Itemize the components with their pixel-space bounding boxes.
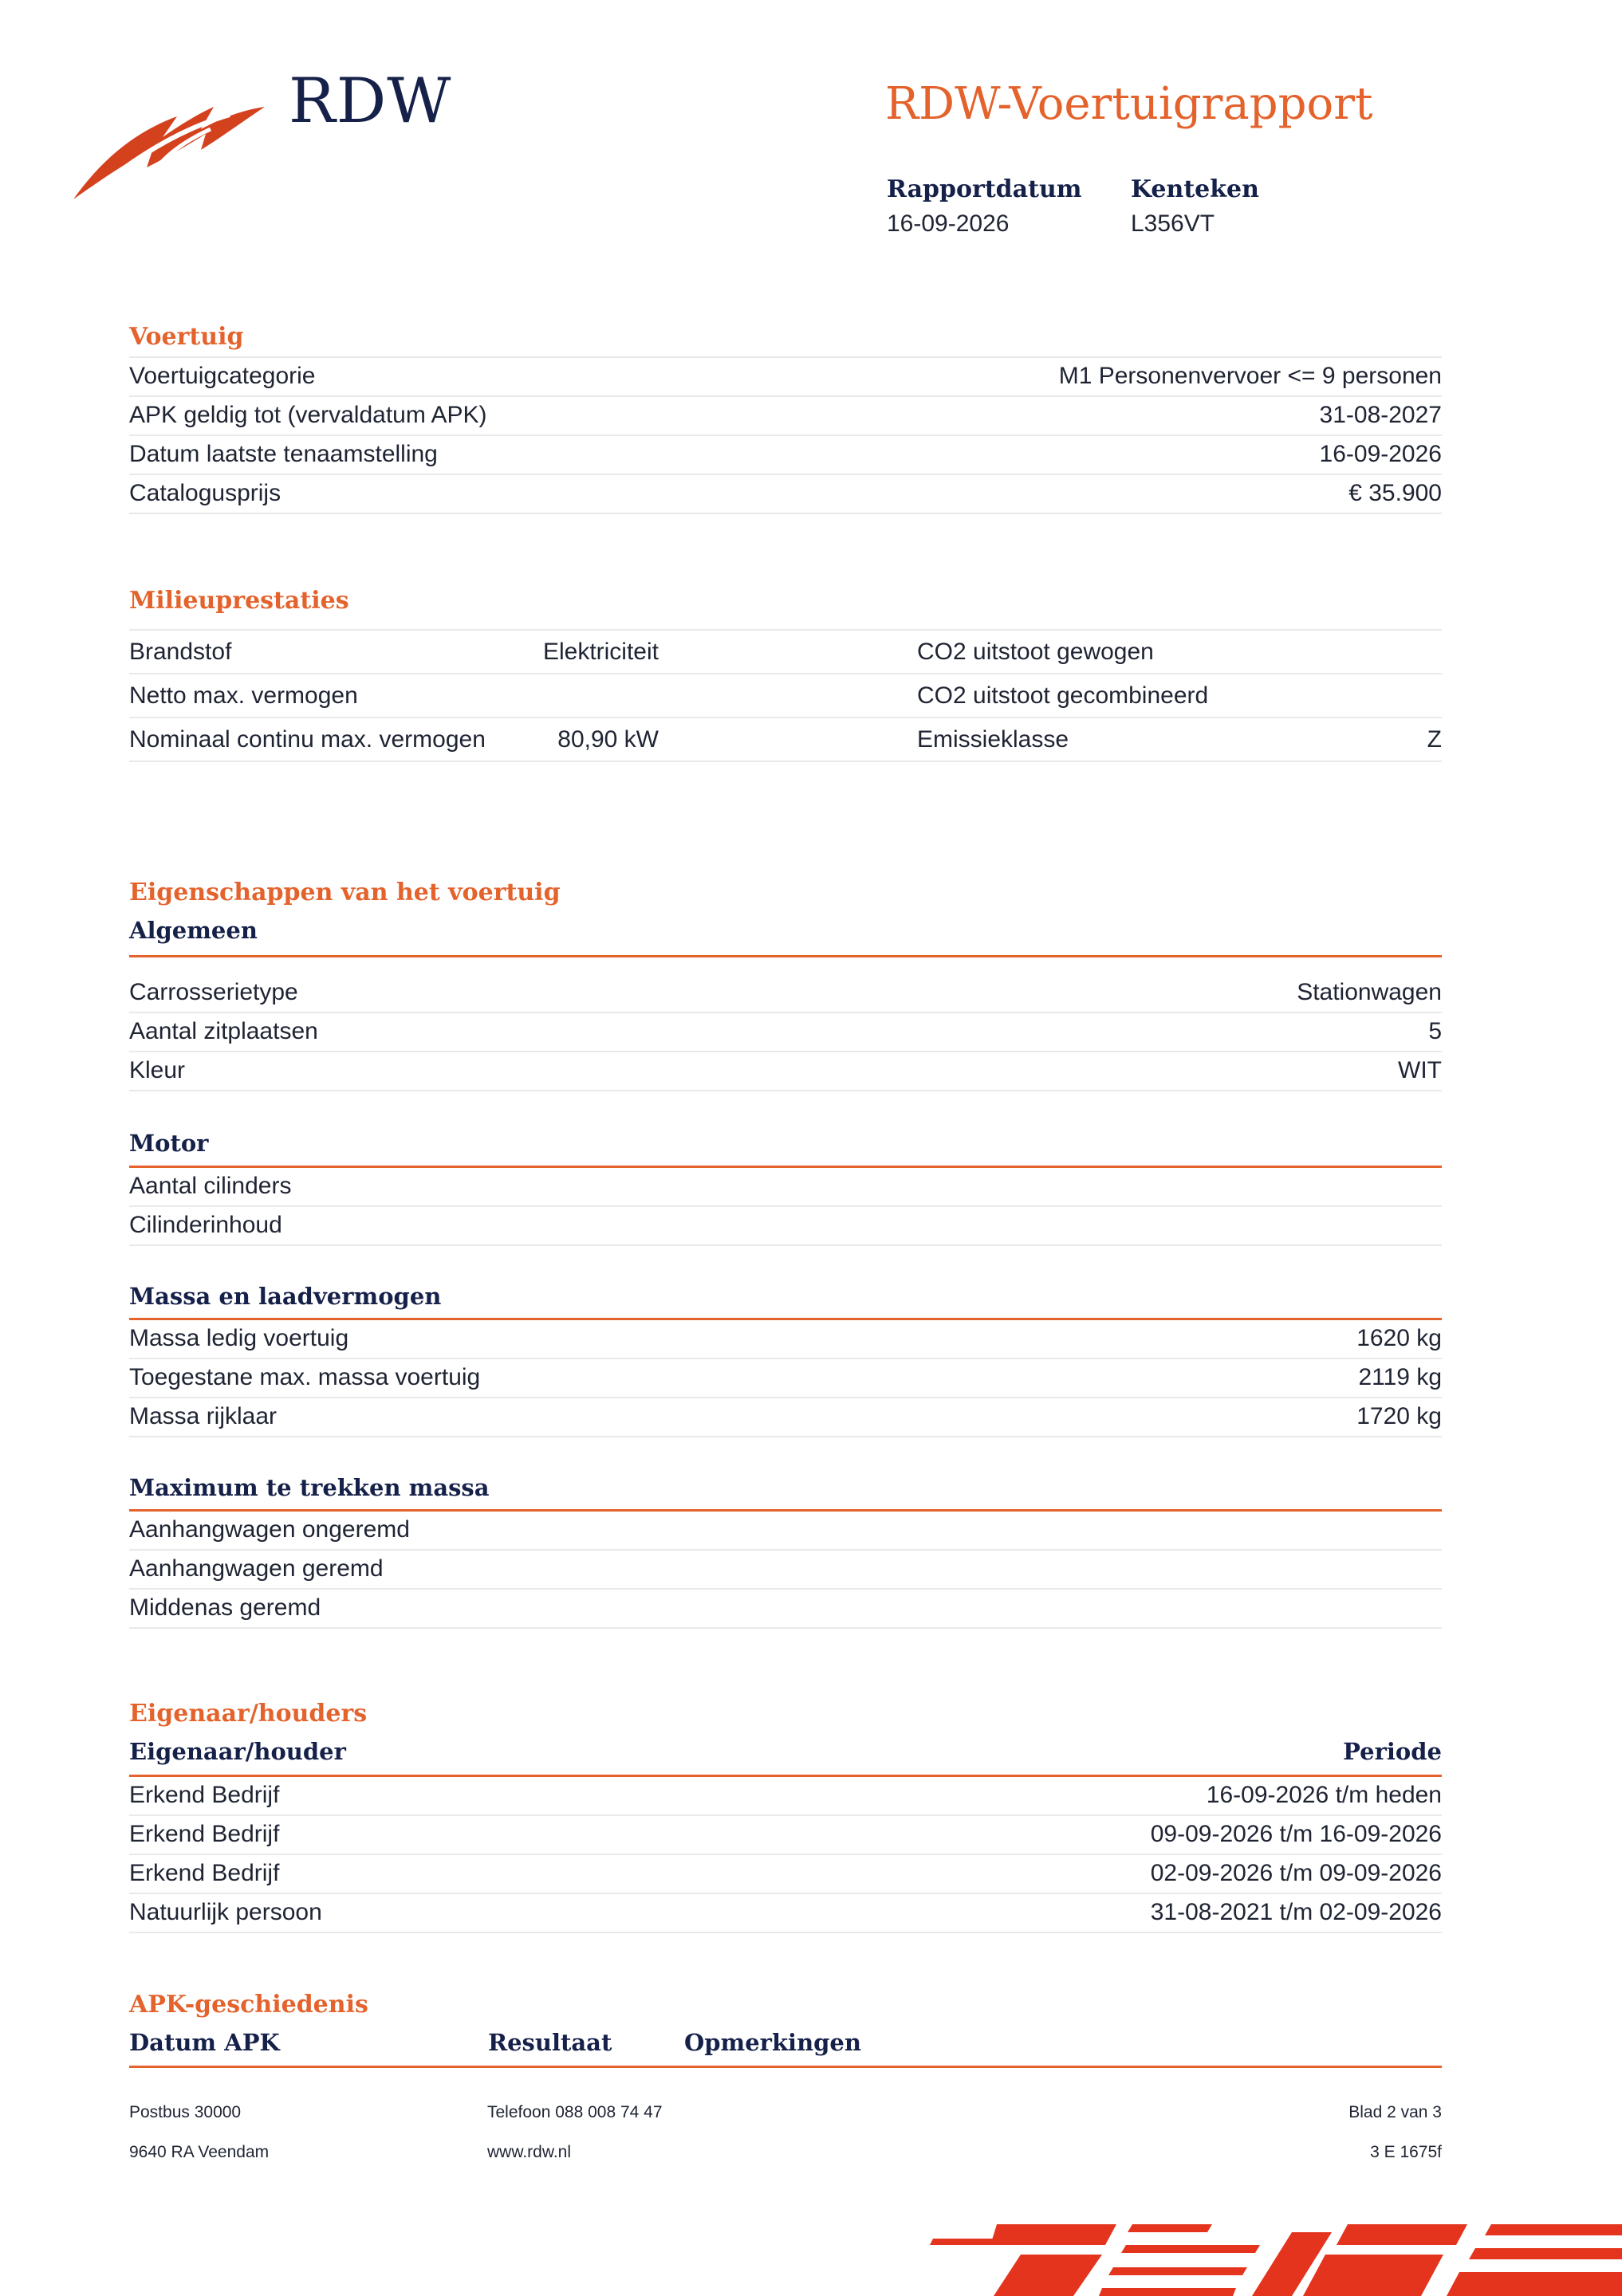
row-label: Massa ledig voertuig [129, 1325, 349, 1351]
section-apk: APK-geschiedenis [129, 1991, 368, 2019]
table-row [129, 1775, 1442, 1814]
row-value: 31-08-2021 t/m 02-09-2026 [1150, 1899, 1442, 1925]
row-value: WIT [1398, 1057, 1442, 1083]
trekken-table [129, 1510, 1442, 1629]
column-header: Opmerkingen [684, 2029, 861, 2056]
row-value: 16-09-2026 t/m heden [1206, 1782, 1442, 1808]
row-value: Z [1427, 726, 1442, 753]
row-value: Elektriciteit [542, 639, 659, 665]
table-row [129, 973, 1442, 1012]
row-value: 09-09-2026 t/m 16-09-2026 [1150, 1821, 1442, 1847]
logo-text: RDW [289, 65, 452, 137]
row-label: Netto max. vermogen [129, 682, 358, 709]
row-value: 16-09-2026 [1319, 441, 1442, 467]
row-label: Erkend Bedrijf [129, 1821, 280, 1847]
row-value: € 35.900 [1348, 480, 1442, 506]
table-row [129, 1588, 1442, 1629]
row-value: 5 [1428, 1018, 1442, 1044]
row-label: CO2 uitstoot gewogen [917, 639, 1154, 665]
row-value: 1620 kg [1356, 1325, 1442, 1351]
algemeen-table [129, 973, 1442, 1091]
row-label: Erkend Bedrijf [129, 1860, 280, 1886]
kenteken-value: L356VT [1131, 210, 1215, 237]
row-value: 1720 kg [1356, 1403, 1442, 1429]
table-row [129, 1854, 1442, 1893]
section-voertuig: Voertuig [129, 323, 244, 351]
rdw-logo-icon [73, 70, 273, 206]
table-row [129, 1051, 1442, 1091]
subsection-massa: Massa en laadvermogen [129, 1283, 442, 1310]
row-label: Massa rijklaar [129, 1403, 278, 1429]
eigenaar-table [129, 1775, 1442, 1933]
section-milieuprestaties: Milieuprestaties [129, 587, 349, 615]
column-header: Eigenaar/houder [129, 1738, 346, 1765]
table-row [129, 1397, 1442, 1437]
apk-table-header [129, 2029, 1442, 2066]
footer-page-number: Blad 2 van 3 [1348, 2103, 1442, 2121]
motor-table [129, 1166, 1442, 1246]
eigenaar-table-header [129, 1738, 1442, 1775]
voertuig-table [129, 356, 1442, 514]
section-divider [129, 2066, 1442, 2068]
section-eigenaar: Eigenaar/houders [129, 1700, 368, 1728]
table-row [129, 1012, 1442, 1051]
row-label: Aanhangwagen geremd [129, 1555, 384, 1582]
table-row [129, 474, 1442, 514]
kenteken-label: Kenteken [1131, 175, 1259, 203]
row-label: Middenas geremd [129, 1594, 321, 1621]
table-row [129, 1893, 1442, 1933]
section-eigenschappen: Eigenschappen van het voertuig [129, 879, 561, 906]
table-row [129, 1549, 1442, 1588]
table-row [129, 1205, 1442, 1246]
table-row [129, 717, 1442, 762]
row-value: 31-08-2027 [1319, 402, 1442, 428]
decorative-stripes-icon [917, 2208, 1622, 2296]
row-label: Nominaal continu max. vermogen [129, 726, 486, 753]
row-label: Aantal cilinders [129, 1173, 292, 1199]
table-row [129, 1319, 1442, 1358]
column-header: Resultaat [488, 2029, 612, 2056]
rapportdatum-value: 16-09-2026 [887, 210, 1010, 237]
row-label: Voertuigcategorie [129, 363, 316, 389]
massa-table [129, 1319, 1442, 1437]
footer-address-1: Postbus 30000 [129, 2103, 242, 2121]
footer-address-2: 9640 RA Veendam [129, 2143, 270, 2161]
table-row [129, 1510, 1442, 1549]
row-value: Stationwagen [1297, 979, 1442, 1005]
row-label: Kleur [129, 1057, 186, 1083]
subsection-motor: Motor [129, 1130, 209, 1157]
row-label: Natuurlijk persoon [129, 1899, 322, 1925]
table-row [129, 1814, 1442, 1854]
row-label: Erkend Bedrijf [129, 1782, 280, 1808]
table-row [129, 356, 1442, 395]
milieu-table [129, 629, 1442, 762]
table-row [129, 629, 1442, 673]
footer-code: 3 E 1675f [1370, 2143, 1442, 2161]
row-value: M1 Personenvervoer <= 9 personen [1058, 363, 1442, 389]
column-header: Datum APK [129, 2029, 280, 2056]
row-label: Catalogusprijs [129, 480, 281, 506]
row-value: 02-09-2026 t/m 09-09-2026 [1150, 1860, 1442, 1886]
row-label: Carrosserietype [129, 979, 298, 1005]
subsection-algemeen: Algemeen [129, 917, 258, 944]
table-row [129, 434, 1442, 474]
row-label: APK geldig tot (vervaldatum APK) [129, 402, 487, 428]
row-label: Aantal zitplaatsen [129, 1018, 318, 1044]
section-divider [129, 955, 1442, 957]
table-row [129, 395, 1442, 434]
row-value: 2119 kg [1358, 1364, 1442, 1390]
rapportdatum-label: Rapportdatum [887, 175, 1082, 203]
footer-web: www.rdw.nl [487, 2143, 572, 2161]
row-label: Brandstof [129, 639, 232, 665]
row-label: Toegestane max. massa voertuig [129, 1364, 481, 1390]
table-row [129, 1166, 1442, 1205]
report-title: RDW-Voertuigrapport [885, 78, 1373, 130]
subsection-trekken: Maximum te trekken massa [129, 1474, 490, 1501]
row-label: Emissieklasse [917, 726, 1069, 753]
row-label: Datum laatste tenaamstelling [129, 441, 438, 467]
table-row [129, 1358, 1442, 1397]
footer-phone: Telefoon 088 008 74 47 [487, 2103, 663, 2121]
row-value: 80,90 kW [557, 726, 659, 753]
row-label: CO2 uitstoot gecombineerd [917, 682, 1209, 709]
table-row [129, 673, 1442, 717]
row-label: Cilinderinhoud [129, 1212, 282, 1238]
column-header: Periode [1343, 1738, 1442, 1765]
row-label: Aanhangwagen ongeremd [129, 1516, 410, 1543]
